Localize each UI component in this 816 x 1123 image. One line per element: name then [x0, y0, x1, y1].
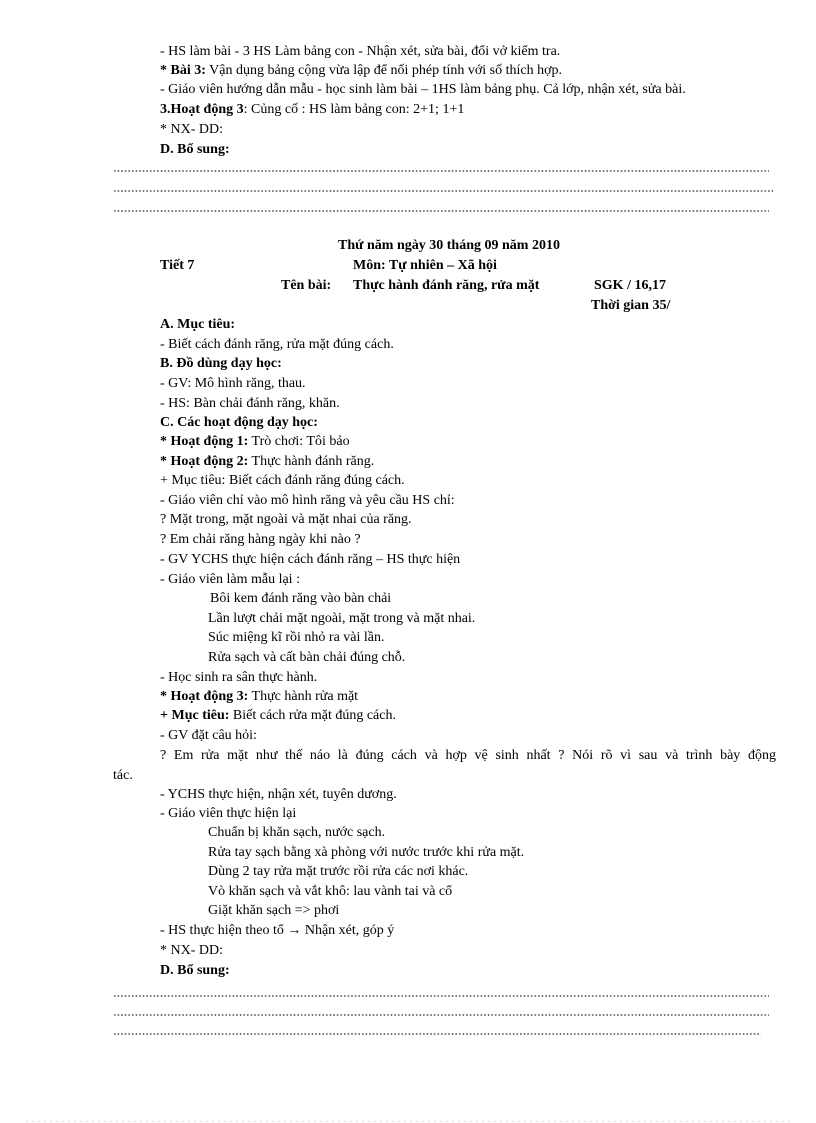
page-break-line [24, 1121, 792, 1122]
section-heading: D. Bổ sung: [160, 142, 230, 157]
text-line: - GV YCHS thực hiện cách đánh răng – HS thực hiện [160, 552, 461, 567]
text-line: - Giáo viên chỉ vào mô hình răng và yêu cầu HS chỉ: [160, 493, 455, 508]
activity-3-goal [160, 707, 396, 725]
activity-2 [160, 453, 374, 471]
text-line: - YCHS thực hiện, nhận xét, tuyên dương. [160, 787, 397, 802]
step-line: Dùng 2 tay rửa mặt trước rồi rửa các nơi khác. [208, 864, 469, 879]
text-line: - Giáo viên hướng dẫn mẫu - học sinh làm bài – 1HS làm bảng phụ. Cả lớp, nhận xét, sửa bài. [160, 82, 686, 97]
line-text: Trò chơi: Tôi bảo [248, 434, 350, 449]
text-line: ? Mặt trong, mặt ngoài và mặt nhai của răng. [160, 512, 412, 527]
textbook-ref: SGK / 16,17 [594, 278, 666, 293]
bold-label: * Hoạt động 1: [160, 434, 249, 449]
step-line: Rửa tay sạch bằng xà phòng với nước trước khi rửa mặt. [208, 845, 525, 860]
line-text: : Củng cố : HS làm bảng con: 2+1; 1+1 [243, 102, 465, 117]
text-line [160, 101, 464, 119]
text-line: - Giáo viên làm mẫu lại : [160, 572, 300, 587]
dotted-fill-line [113, 995, 769, 997]
lesson-date: Thứ năm ngày 30 tháng 09 năm 2010 [338, 238, 560, 253]
lesson-title-label: Tên bài: [281, 278, 332, 293]
text-line: - Biết cách đánh răng, rửa mặt đúng cách. [160, 337, 394, 352]
text-line: * NX- DD: [160, 943, 223, 958]
text-line: - Giáo viên thực hiện lại [160, 806, 297, 821]
step-line: Giặt khăn sạch => phơi [208, 903, 340, 918]
line-text: Thực hành rửa mặt [248, 689, 359, 704]
dotted-fill-line [113, 1014, 769, 1016]
dotted-fill-line [113, 170, 769, 172]
activity-1 [160, 433, 350, 451]
text-line: ? Em chải răng hàng ngày khi nào ? [160, 532, 361, 547]
section-heading: C. Các hoạt động dạy học: [160, 415, 318, 430]
text-line: - Học sinh ra sân thực hành. [160, 670, 318, 685]
question-line-wrap: tác. [113, 768, 133, 783]
bold-label: * Bài 3: [160, 63, 206, 78]
step-line: Rửa sạch và cất bàn chải đúng chỗ. [208, 650, 406, 665]
text-line: - HS: Bàn chải đánh răng, khăn. [160, 396, 340, 411]
question-line: ? Em rửa mặt như thế náo là đúng cách và hợp vệ sinh nhất ? Nói rõ vì sau và trình bày động [160, 748, 776, 763]
text-line [160, 62, 562, 80]
line-text: Thực hành đánh răng. [248, 454, 375, 469]
line-text: Vận dụng bảng cộng vừa lập để nối phép tính với số thích hợp. [205, 63, 563, 78]
bold-label: * Hoạt động 3: [160, 689, 249, 704]
section-heading: B. Đồ dùng dạy học: [160, 356, 282, 371]
dotted-fill-line [113, 210, 769, 212]
section-heading: A. Mục tiêu: [160, 317, 236, 332]
section-heading: D. Bổ sung: [160, 963, 230, 978]
step-line: Bôi kem đánh răng vào bàn chải [210, 591, 392, 606]
step-line: Vò khăn sạch và vắt khô: lau vành tai và cổ [208, 884, 453, 899]
bold-label: 3.Hoạt động 3 [160, 102, 244, 117]
text-line: - GV: Mô hình răng, thau. [160, 376, 306, 391]
text-line: - GV đặt câu hỏi: [160, 728, 257, 743]
lesson-subject: Môn: Tự nhiên – Xã hội [353, 258, 497, 273]
bold-label: + Mục tiêu: [160, 708, 230, 723]
line-text: Biết cách rửa mặt đúng cách. [229, 708, 396, 723]
lesson-title: Thực hành đánh răng, rửa mặt [353, 278, 540, 293]
lesson-duration: Thời gian 35/ [591, 298, 671, 313]
step-line: Chuẩn bị khăn sạch, nước sạch. [208, 825, 386, 840]
step-line: Súc miệng kĩ rồi nhỏ ra vài lần. [208, 630, 385, 645]
dotted-fill-line [113, 1033, 761, 1035]
text-line: * NX- DD: [160, 122, 223, 137]
activity-3 [160, 688, 358, 706]
step-line: Lần lượt chải mặt ngoài, mặt trong và mặt nhai. [208, 611, 476, 626]
text-line: - HS làm bài - 3 HS Làm bảng con - Nhận xét, sửa bài, đổi vở kiểm tra. [160, 44, 561, 59]
text-line: + Mục tiêu: Biết cách đánh răng đúng cách. [160, 473, 405, 488]
bold-label: * Hoạt động 2: [160, 454, 249, 469]
text-line: - HS thực hiện theo tổ → Nhận xét, góp ý [160, 923, 395, 938]
lesson-period: Tiết 7 [160, 258, 195, 273]
dotted-fill-line [113, 190, 773, 192]
